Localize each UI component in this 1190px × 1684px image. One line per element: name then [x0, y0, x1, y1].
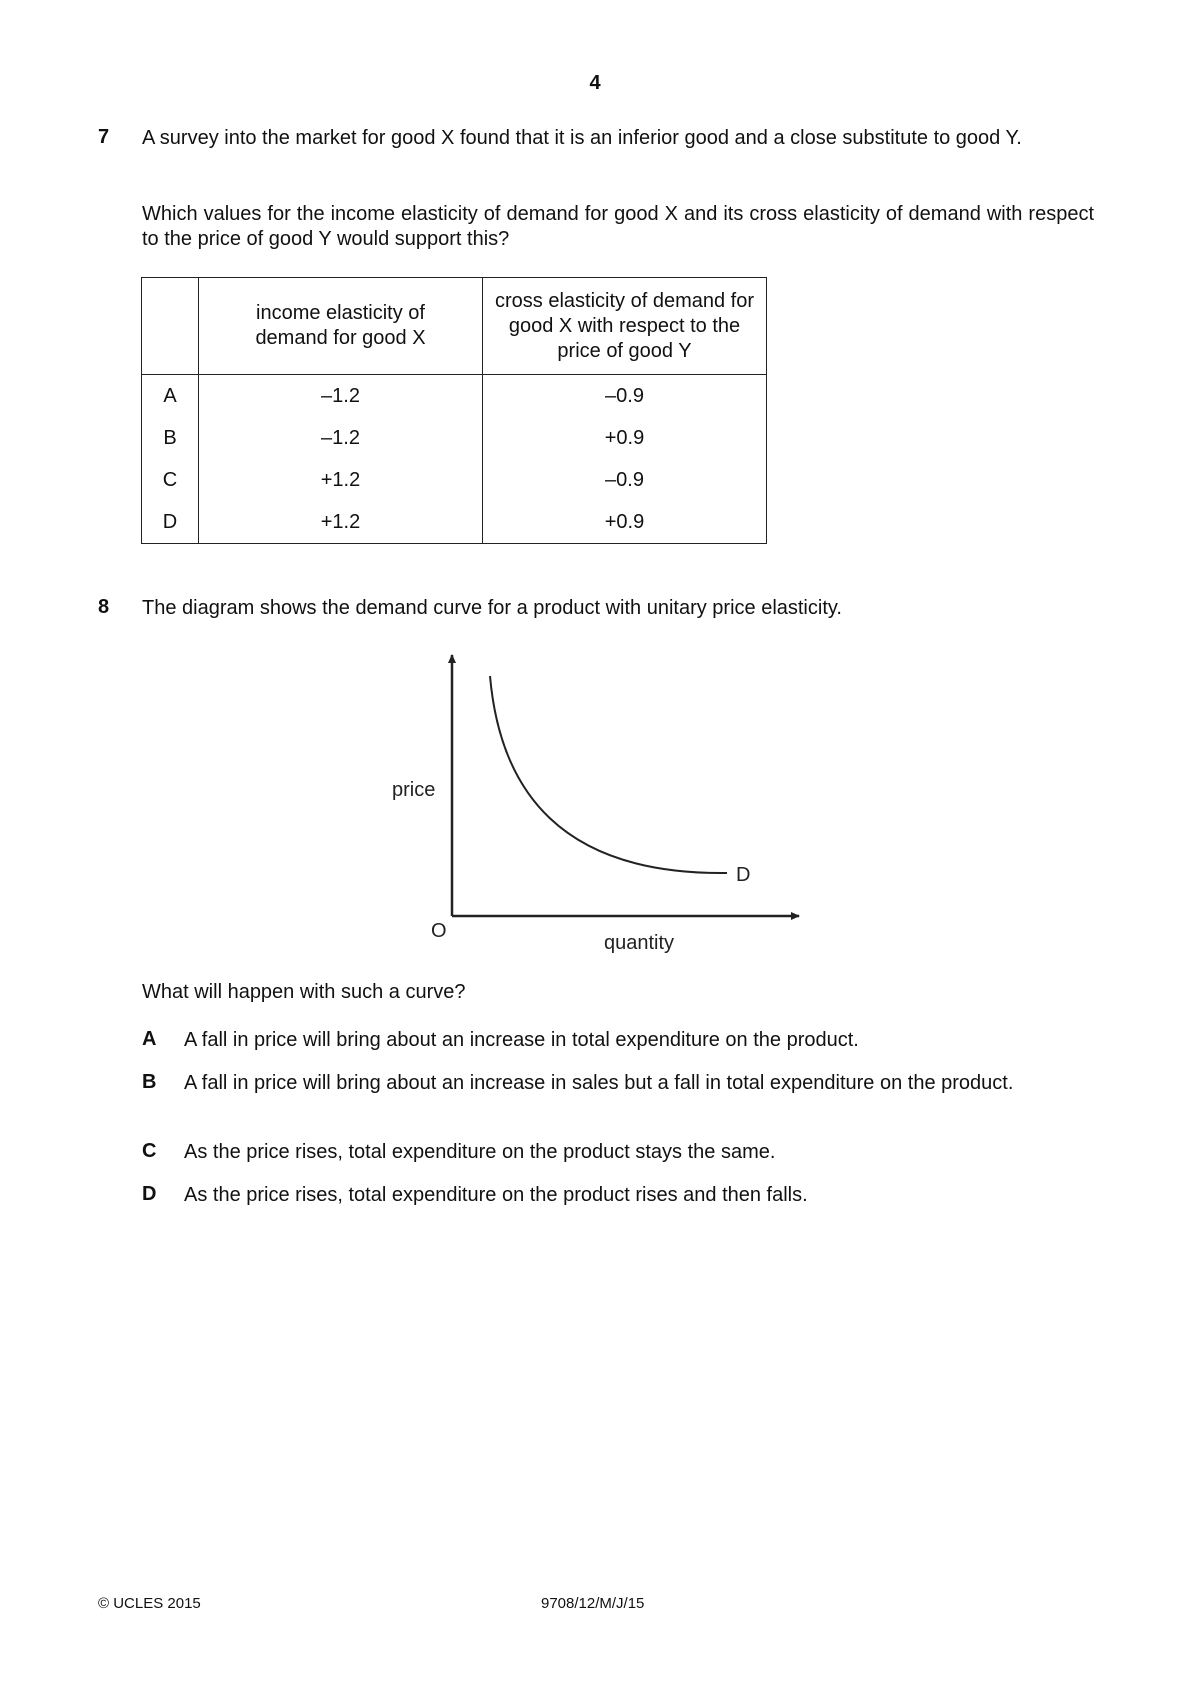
option-b-letter: B: [142, 1071, 157, 1093]
row-income: –1.2: [199, 417, 483, 459]
option-c-text: As the price rises, total expenditure on the product stays the same.: [184, 1141, 776, 1163]
row-income: +1.2: [199, 501, 483, 544]
header-cross-label: cross elasticity of demand for good X with respect to the price of good Y: [495, 289, 754, 362]
demand-curve: [490, 676, 727, 873]
option-d-letter: D: [142, 1183, 157, 1205]
question-8-prompt: What will happen with such a curve?: [142, 981, 466, 1003]
question-7-number: 7: [98, 126, 110, 148]
question-7-intro: A survey into the market for good X found that it is an inferior good and a close substitute to good Y.: [142, 127, 1022, 149]
option-a-letter: A: [142, 1028, 157, 1050]
question-8-number: 8: [98, 596, 110, 618]
footer-copyright: © UCLES 2015: [98, 1595, 201, 1612]
page-number: 4: [589, 72, 601, 94]
option-d-text: As the price rises, total expenditure on the product rises and then falls.: [184, 1184, 808, 1206]
row-letter: B: [142, 417, 199, 459]
x-axis-label: quantity: [604, 932, 675, 954]
row-cross: –0.9: [483, 375, 767, 418]
curve-label: D: [736, 864, 751, 886]
row-cross: +0.9: [483, 417, 767, 459]
row-letter: D: [142, 501, 199, 544]
row-income: +1.2: [199, 459, 483, 501]
origin-label: O: [431, 920, 447, 942]
row-letter: A: [142, 375, 199, 418]
question-7-prompt: Which values for the income elasticity of demand for good X and its cross elasticity of demand with respect to the price of good Y would support this?: [142, 203, 1094, 250]
option-b-text: A fall in price will bring about an increase in sales but a fall in total expenditure on the product.: [184, 1072, 1014, 1094]
footer-code: 9708/12/M/J/15: [541, 1595, 645, 1612]
row-letter: C: [142, 459, 199, 501]
y-axis-label: price: [392, 779, 436, 801]
row-cross: +0.9: [483, 501, 767, 544]
row-income: –1.2: [199, 375, 483, 418]
row-cross: –0.9: [483, 459, 767, 501]
question-8-intro: The diagram shows the demand curve for a product with unitary price elasticity.: [142, 597, 842, 619]
option-c-letter: C: [142, 1140, 157, 1162]
option-a-text: A fall in price will bring about an increase in total expenditure on the product.: [184, 1029, 859, 1051]
header-income-label: income elasticity of demand for good X: [255, 302, 426, 349]
